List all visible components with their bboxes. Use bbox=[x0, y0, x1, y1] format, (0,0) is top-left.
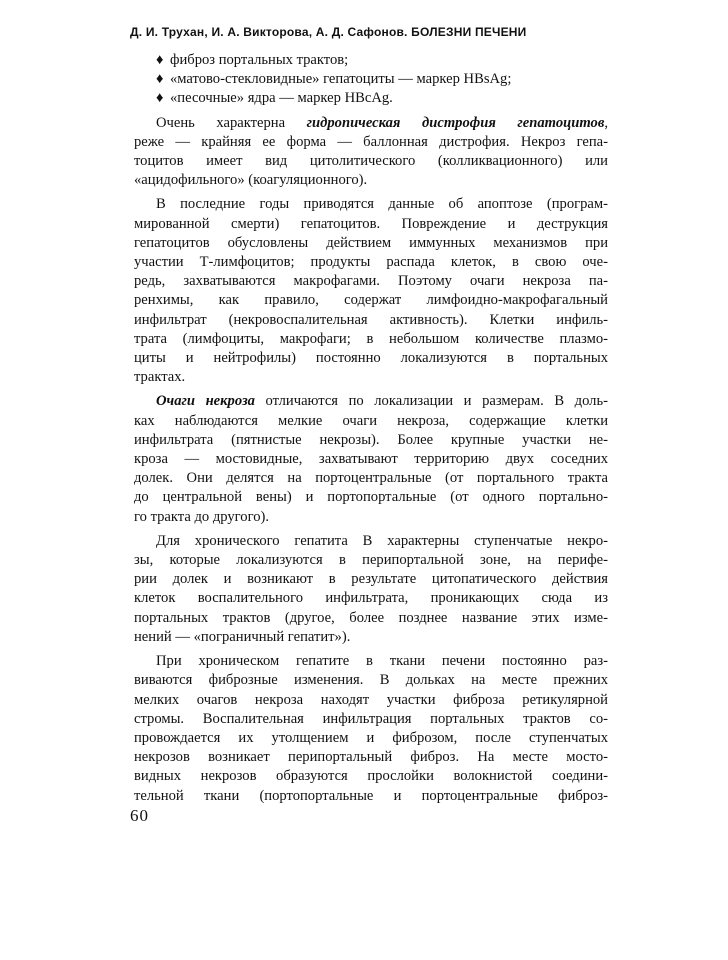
text-line: мелких очагов некроза находят участки фиброза ретикулярной bbox=[134, 691, 608, 708]
text-line: Очень характерна гидропическая дистрофия гепатоцитов, bbox=[156, 114, 608, 131]
text-line: видных некрозов образуются прослойки волокнистой соедини- bbox=[134, 768, 608, 785]
text-line: В последние годы приводятся данные об апоптозе (програм- bbox=[156, 196, 608, 213]
text-line: участии Т-лимфоцитов; продукты распада клеток, в свою оче- bbox=[134, 254, 608, 271]
text-line: тельной ткани (портопортальные и портоцентральные фиброз- bbox=[134, 787, 608, 804]
bullet-item bbox=[134, 89, 608, 108]
text-line: долек. Они делятся на портоцентральные (от портального тракта bbox=[134, 470, 608, 487]
paragraph bbox=[134, 114, 608, 191]
diamond-bullet-icon: ♦ bbox=[156, 71, 164, 88]
text-line: При хроническом гепатите в ткани печени постоянно раз- bbox=[156, 653, 608, 670]
text-line: реже — крайняя ее форма — баллонная дистрофия. Некроз гепа- bbox=[134, 133, 608, 150]
text-line: го тракта до другого). bbox=[134, 508, 270, 525]
text-line: циты и нейтрофилы) постоянно локализуются в портальных bbox=[134, 350, 608, 367]
page-number: 60 bbox=[130, 806, 149, 825]
diamond-bullet-icon: ♦ bbox=[156, 52, 164, 68]
text-line: инфильтрата (пятнистые некрозы). Более крупные участки не- bbox=[134, 431, 608, 448]
text-line: редь, захватываются макрофагами. Поэтому очаги некроза па- bbox=[134, 273, 608, 290]
bullet-text: «матово-стекловидные» гепатоциты — маркер HBsAg; bbox=[170, 71, 512, 88]
text-line: гепатоцитов обусловлены действием иммунных механизмов при bbox=[134, 234, 608, 251]
bullet-list bbox=[134, 51, 608, 109]
paragraph bbox=[134, 652, 608, 806]
book-page bbox=[130, 22, 608, 806]
text-line: зы, которые локализуются в перипортальной зоне, на перифе- bbox=[134, 552, 608, 569]
text-line: Очаги некроза отличаются по локализации и размерам. В доль- bbox=[156, 393, 608, 410]
paragraph bbox=[134, 392, 608, 526]
text-line: до центральной вены) и портопортальные (от одного портально- bbox=[134, 489, 608, 506]
paragraph bbox=[134, 195, 608, 387]
text-line: трактах. bbox=[134, 369, 186, 386]
text-line: кроза — мостовидные, захватывают территорию двух соседних bbox=[134, 451, 608, 468]
text-line: мированной смерти) гепатоцитов. Повреждение и деструкция bbox=[134, 215, 608, 232]
body-text bbox=[134, 51, 608, 806]
text-line: рии долек и возникают в результате цитопатического действия bbox=[134, 571, 608, 588]
text-line: «ацидофильного» (коагуляционного). bbox=[134, 172, 368, 189]
text-line: провождается их утолщением и фиброзом, после ступенчатых bbox=[134, 729, 608, 746]
text-line: некрозов возникает перипортальный фиброз. На месте мосто- bbox=[134, 749, 608, 766]
emphasized-term: гидропическая дистрофия гепатоцитов bbox=[306, 114, 605, 131]
text-line: тоцитов имеет вид цитолитического (колликвационного) или bbox=[134, 153, 608, 170]
text-line: инфильтрат (некровоспалительная активность). Клетки инфиль- bbox=[134, 311, 608, 328]
bullet-text: «песочные» ядра — маркер HBcAg. bbox=[170, 90, 393, 107]
text-line: нений — «пограничный гепатит»). bbox=[134, 628, 351, 645]
bullet-text: фиброз портальных трактов; bbox=[170, 52, 349, 68]
bullet-item bbox=[134, 51, 608, 70]
bullet-item bbox=[134, 70, 608, 89]
text-line: портальных трактов (другое, более позднее название этих изме- bbox=[134, 609, 608, 626]
text-line: стромы. Воспалительная инфильтрация портальных трактов со- bbox=[134, 710, 608, 727]
text-line: виваются фиброзные изменения. В дольках на месте прежних bbox=[134, 672, 608, 689]
text-line: клеток воспалительного инфильтрата, проникающих сюда из bbox=[134, 590, 608, 607]
diamond-bullet-icon: ♦ bbox=[156, 90, 164, 107]
emphasized-term: Очаги некроза bbox=[156, 393, 255, 410]
paragraphs bbox=[134, 114, 608, 806]
text-line: трата (лимфоциты, макрофаги; в небольшом количестве плазмо- bbox=[134, 330, 608, 347]
text-line: ренхимы, как правило, содержат лимфоидно-макрофагальный bbox=[134, 292, 608, 309]
text-line: ках наблюдаются мелкие очаги некроза, содержащие клетки bbox=[134, 412, 608, 429]
running-header: Д. И. Трухан, И. А. Викторова, А. Д. Сафонов. БОЛЕЗНИ ПЕЧЕНИ bbox=[130, 25, 527, 39]
paragraph bbox=[134, 532, 608, 647]
text-line: Для хронического гепатита В характерны ступенчатые некро- bbox=[156, 532, 608, 549]
